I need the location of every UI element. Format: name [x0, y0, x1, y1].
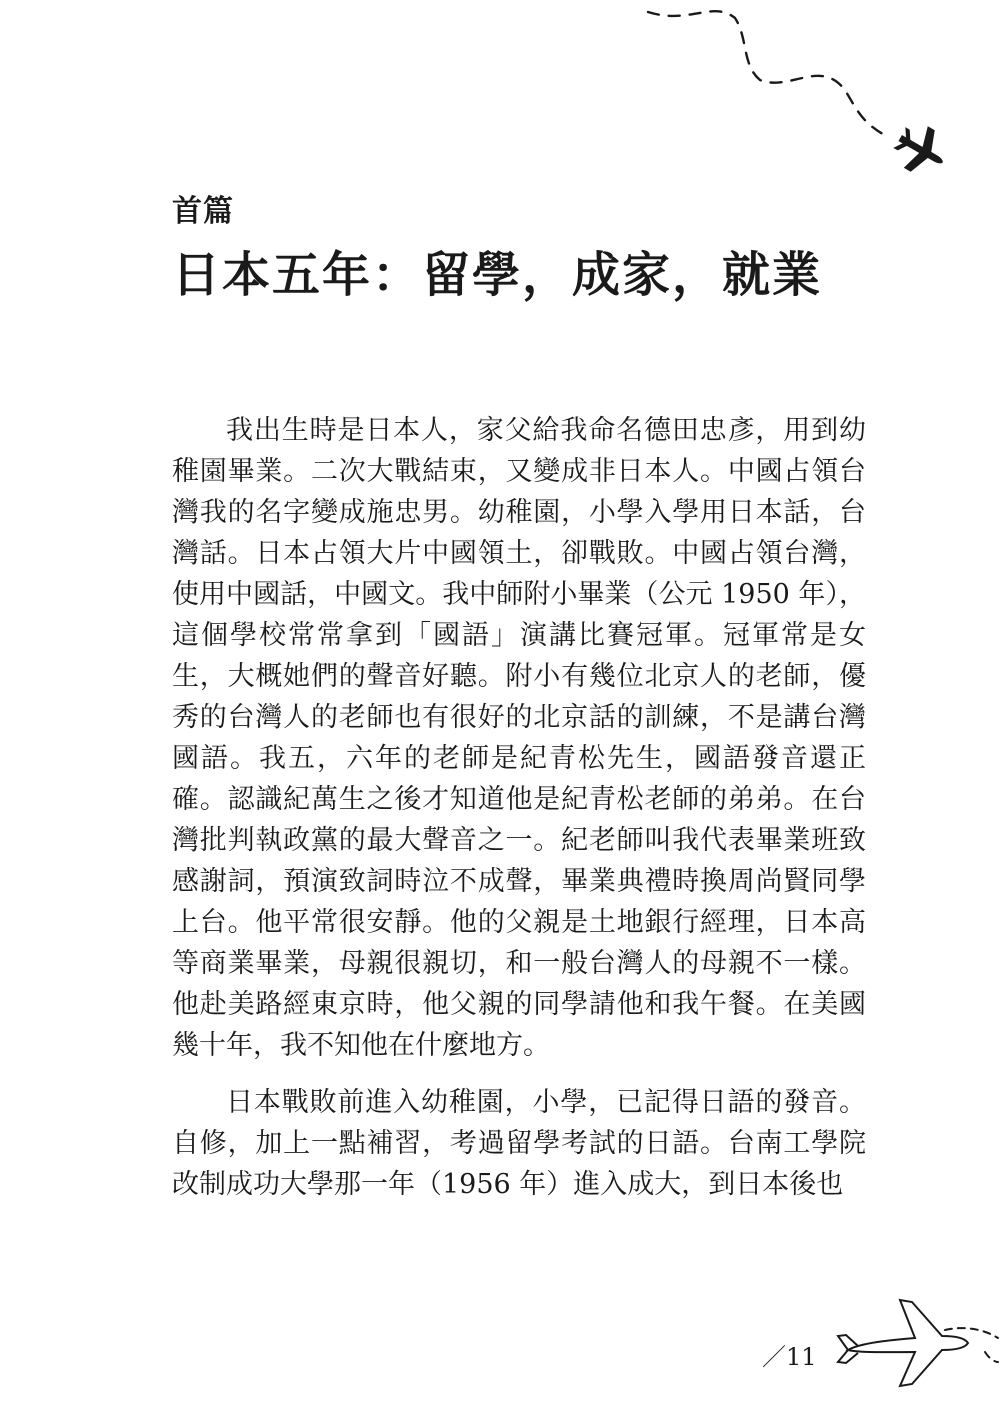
- chapter-label: 首篇: [172, 194, 234, 229]
- airplane-icon: [887, 117, 954, 184]
- flight-path-decoration-bottom: [0, 1280, 1000, 1417]
- chapter-title: 日本五年：留學，成家，就業: [172, 247, 823, 303]
- body-text: [172, 410, 866, 1205]
- flight-path-decoration-top: [0, 0, 1000, 200]
- page-number: ／11: [762, 1343, 817, 1371]
- paragraph: 我出生時是日本人，家父給我命名德田忠彥，用到幼稚園畢業。二次大戰結束，又變成非日本人。中國占領台灣我的名字變成施忠男。幼稚園，小學入學用日本話，台灣話。日本占領大片中國領土，卻戰敗。中國占領台灣，使用中國話，中國文。我中師附小畢業（公元 1950 年），這個學校常常拿到「國語」演講比賽冠軍。冠軍常是女生，大概她們的聲音好聽。附小有幾位北京人的老師，優秀的台灣人的老師也有很好的北京話的訓練，不是講台灣國語。我五，六年的老師是紀青松先生，國語發音還正確。認識紀萬生之後才知道他是紀青松老師的弟弟。在台灣批判執政黨的最大聲音之一。紀老師叫我代表畢業班致感謝詞，預演致詞時泣不成聲，畢業典禮時換周尚賢同學上台。他平常很安靜。他的父親是土地銀行經理，日本高等商業畢業，母親很親切，和一般台灣人的母親不一樣。他赴美路經東京時，他父親的同學請他和我午餐。在美國幾十年，我不知他在什麼地方。: [172, 415, 866, 1061]
- paragraph: 日本戰敗前進入幼稚園，小學，已記得日語的發音。自修，加上一點補習，考過留學考試的日語。台南工學院改制成功大學那一年（1956 年）進入成大，到日本後也: [172, 1087, 866, 1200]
- airplane-outline-icon: [838, 1300, 968, 1386]
